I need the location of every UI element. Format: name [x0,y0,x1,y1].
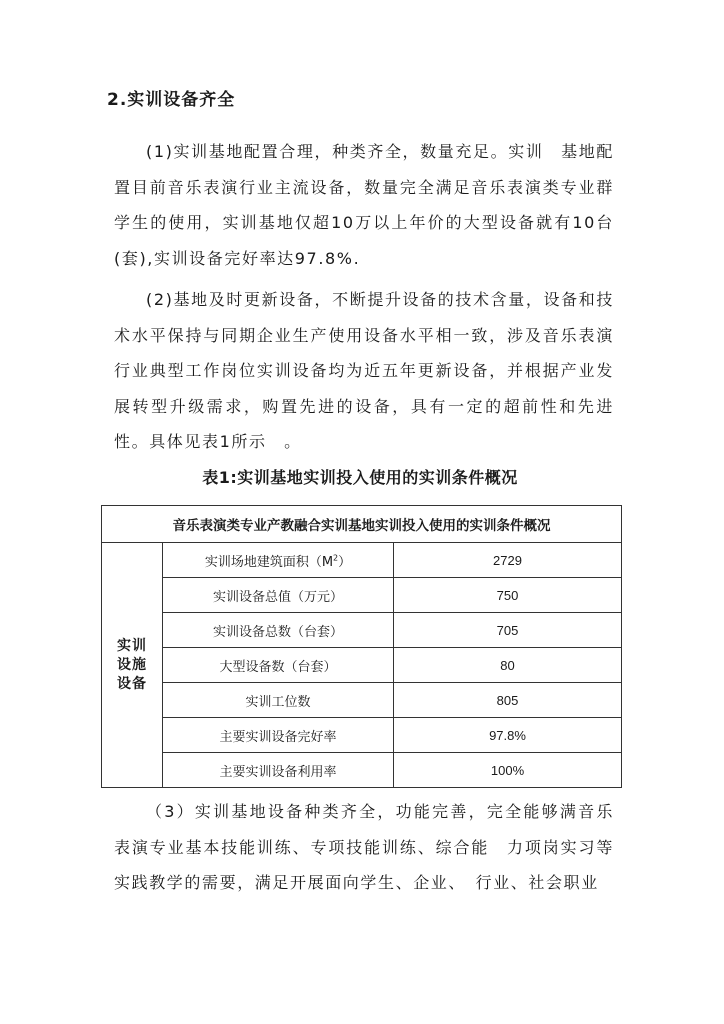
table-row [102,543,622,578]
conditions-table [101,505,622,788]
item-cell: 实训设备总值（万元） [163,578,394,613]
category-label: 实训设施设备 [117,637,147,692]
table-row [102,683,622,718]
table-row [102,648,622,683]
paragraph-3: （3）实训基地设备种类齐全，功能完善，完全能够满音乐表演专业基本技能训练、专项技能训练、综合能 力项岗实习等实践教学的需要，满足开展面向学生、企业、 行业、社会职业 [114,802,614,892]
value-cell: 705 [394,613,622,648]
category-cell [102,543,163,788]
item-cell: 实训设备总数（台套） [163,613,394,648]
table-row [102,613,622,648]
paragraph-1: (1)实训基地配置合理，种类齐全，数量充足。实训 基地配置目前音乐表演行业主流设备，数量完全满足音乐表演类专业群学生的使用，实训基地仅超10万以上年价的大型设备就有10台(套),实训设备完好率达97.8%. [114,142,614,268]
table-caption: 表1:实训基地实训投入使用的实训条件概况 [202,468,518,487]
item-cell: 大型设备数（台套） [163,648,394,683]
table-row [102,578,622,613]
table-header: 音乐表演类专业产教融合实训基地实训投入使用的实训条件概况 [102,506,622,543]
value-cell: 80 [394,648,622,683]
item-cell: 实训工位数 [163,683,394,718]
item-cell: 主要实训设备完好率 [163,718,394,753]
table-header-row [102,506,622,543]
table-row [102,718,622,753]
item-cell: 主要实训设备利用率 [163,753,394,788]
value-cell: 805 [394,683,622,718]
superscript: 2 [333,553,339,563]
value-cell: 750 [394,578,622,613]
paragraph-2: (2)基地及时更新设备，不断提升设备的技术含量，设备和技术水平保持与同期企业生产使用设备水平相一致，涉及音乐表演行业典型工作岗位实训设备均为近五年更新设备，并根据产业发展转型升级需求，购置先进的设备，具有一定的超前性和先进性。具体见表1所示 。 [114,290,614,451]
item-label-suffix: ） [338,554,352,570]
table-row [102,753,622,788]
value-cell: 100% [394,753,622,788]
value-cell: 2729 [394,543,622,578]
item-label: 实训场地建筑面积（M [204,554,334,570]
section-heading: 2.实训设备齐全 [107,90,236,110]
value-cell: 97.8% [394,718,622,753]
item-cell [163,543,394,578]
